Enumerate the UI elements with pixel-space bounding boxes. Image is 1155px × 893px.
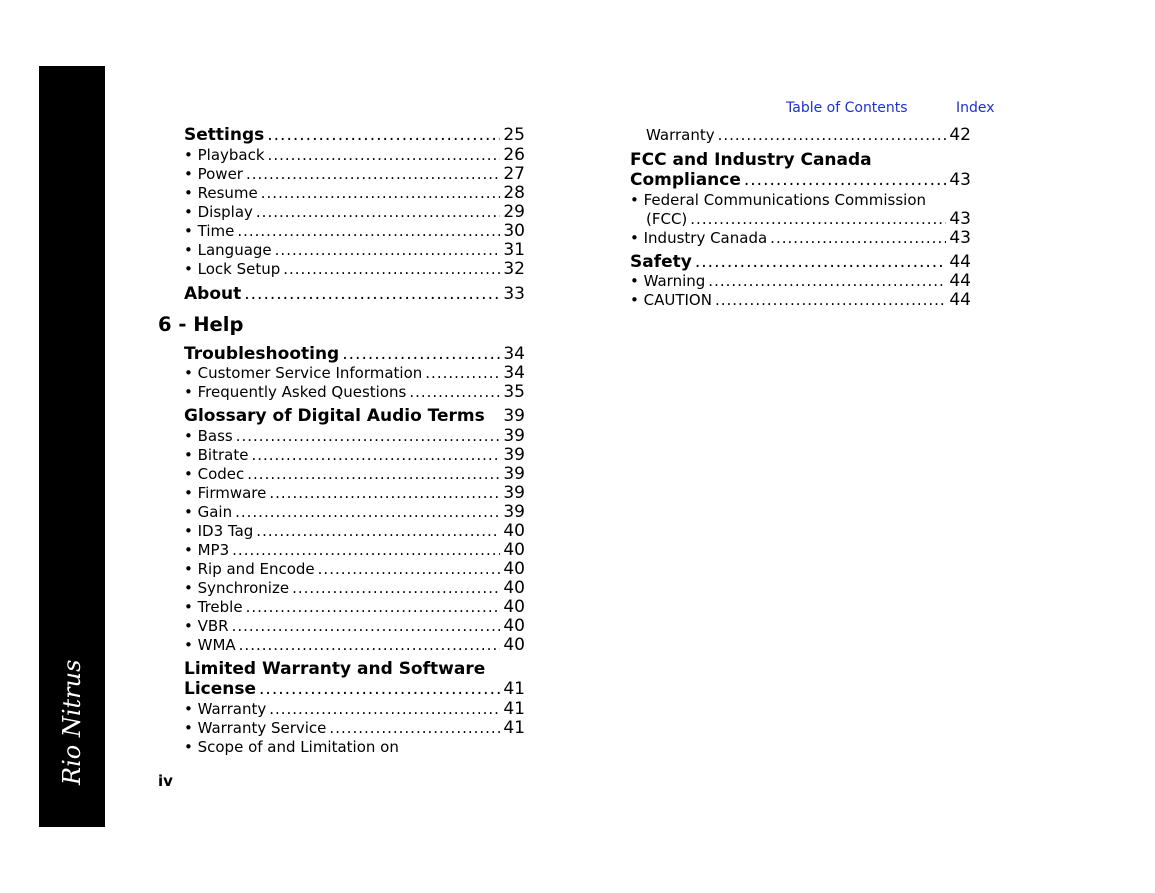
toc-entry-warranty-license[interactable]: License ..... 41: [184, 679, 525, 699]
toc-entry-language[interactable]: • Language ..... 31: [184, 241, 525, 260]
toc-entry-fcc-line1[interactable]: FCC and Industry Canada: [630, 150, 872, 170]
toc-entry-gain[interactable]: • Gain ..... 39: [184, 503, 525, 522]
toc-entry-bitrate[interactable]: • Bitrate ..... 39: [184, 446, 525, 465]
toc-entry-caution[interactable]: • CAUTION ..... 44: [630, 291, 971, 310]
toc-entry-playback[interactable]: • Playback ..... 26: [184, 146, 525, 165]
table-of-contents-link[interactable]: Table of Contents: [786, 100, 908, 116]
toc-entry-scope-cont[interactable]: Warranty ..... 42: [646, 126, 971, 145]
toc-entry-settings[interactable]: Settings ..... 25: [184, 125, 525, 145]
toc-entry-safety[interactable]: Safety ..... 44: [630, 252, 971, 272]
chapter-heading: 6 - Help: [158, 313, 244, 336]
toc-entry-fcc-sub-line1[interactable]: • Federal Communications Commission: [630, 191, 927, 209]
toc-entry-resume[interactable]: • Resume ..... 28: [184, 184, 525, 203]
toc-entry-warranty-line1[interactable]: Limited Warranty and Software: [184, 659, 486, 679]
toc-entry-troubleshooting[interactable]: Troubleshooting ..... 34: [184, 344, 525, 364]
toc-entry-rip-and-encode[interactable]: • Rip and Encode ..... 40: [184, 560, 525, 579]
toc-entry-warranty[interactable]: • Warranty ..... 41: [184, 700, 525, 719]
toc-entry-about[interactable]: About ..... 33: [184, 284, 525, 304]
toc-entry-synchronize[interactable]: • Synchronize ..... 40: [184, 579, 525, 598]
toc-entry-bass[interactable]: • Bass ..... 39: [184, 427, 525, 446]
toc-entry-time[interactable]: • Time ..... 30: [184, 222, 525, 241]
toc-entry-faq[interactable]: • Frequently Asked Questions ..... 35: [184, 383, 525, 402]
toc-entry-customer-service[interactable]: • Customer Service Information ..... 34: [184, 364, 525, 383]
toc-entry-codec[interactable]: • Codec ..... 39: [184, 465, 525, 484]
toc-entry-wma[interactable]: • WMA ..... 40: [184, 636, 525, 655]
toc-entry-treble[interactable]: • Treble ..... 40: [184, 598, 525, 617]
toc-entry-firmware[interactable]: • Firmware ..... 39: [184, 484, 525, 503]
brand-label: Rio Nitrus: [58, 659, 86, 785]
toc-entry-power[interactable]: • Power ..... 27: [184, 165, 525, 184]
toc-entry-display[interactable]: • Display ..... 29: [184, 203, 525, 222]
toc-entry-scope-line1[interactable]: • Scope of and Limitation on: [184, 738, 399, 756]
index-link[interactable]: Index: [956, 100, 995, 116]
toc-entry-industry-canada[interactable]: • Industry Canada ..... 43: [630, 229, 971, 248]
toc-entry-vbr[interactable]: • VBR ..... 40: [184, 617, 525, 636]
toc-entry-mp3[interactable]: • MP3 ..... 40: [184, 541, 525, 560]
toc-entry-glossary[interactable]: Glossary of Digital Audio Terms 39: [184, 406, 525, 426]
page-number: iv: [158, 772, 173, 790]
toc-entry-lock-setup[interactable]: • Lock Setup ..... 32: [184, 260, 525, 279]
toc-entry-compliance[interactable]: Compliance ..... 43: [630, 170, 971, 190]
toc-entry-warranty-service[interactable]: • Warranty Service ..... 41: [184, 719, 525, 738]
toc-entry-warning[interactable]: • Warning ..... 44: [630, 272, 971, 291]
toc-entry-fcc-sub[interactable]: (FCC) ..... 43: [646, 210, 971, 229]
toc-entry-id3-tag[interactable]: • ID3 Tag ..... 40: [184, 522, 525, 541]
